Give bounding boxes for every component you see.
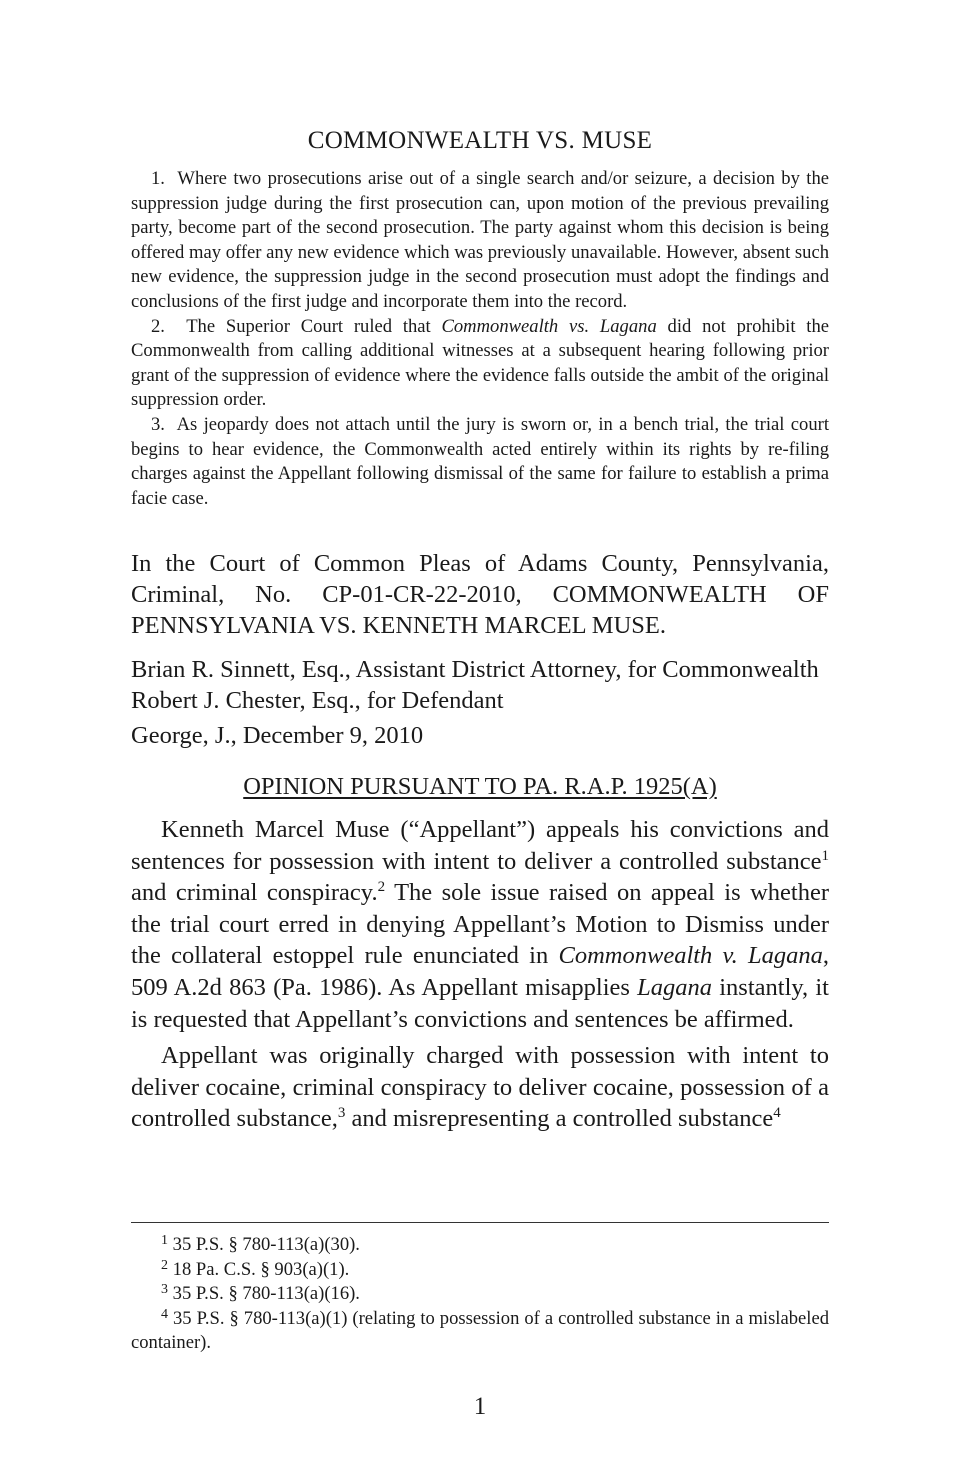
headnote-text: did not prohibit the Commonwealth from calling additional witnesses at a subsequent hearing following prior grant of the suppression of evidence where the evidence falls outside the ambit of the original suppression order. (131, 315, 829, 411)
case-citation: Commonwealth v. Lagana (558, 942, 823, 970)
footnote-4 (131, 1307, 829, 1356)
case-title: COMMONWEALTH VS. MUSE (307, 127, 653, 154)
headnote-2 (131, 315, 829, 413)
opinion-heading-text: OPINION PURSUANT TO PA. R.A.P. 1925(A) (243, 773, 717, 800)
footnote-number: 3 (161, 1282, 168, 1298)
headnote-text: As jeopardy does not attach until the jury is sworn or, in a bench trial, the trial court begins to hear evidence, the Commonwealth acted entirely within its rights by re-filing charges against the Appellant following dismissal of the same for failure to establish a prima facie case. (131, 413, 829, 509)
court-caption-text: In the Court of Common Pleas of Adams County, Pennsylvania, Criminal, No. CP-01-CR-22-2010, COMMONWEALTH OF PENNSYLVANIA VS. KENNETH MARCEL MUSE. (131, 550, 829, 639)
headnote-text: Where two prosecutions arise out of a single search and/or seizure, a decision by the suppression judge during the first prosecution can, upon motion of the previous prevailing party, become part of the second prosecution. The party against whom this decision is being offered may offer any new evidence which was previously unavailable. However, absent such new evidence, the suppression judge in the second prosecution must adopt the findings and conclusions of the first judge and incorporate them into the record. (131, 168, 829, 312)
headnote-3 (131, 413, 829, 511)
footnote-number: 2 (161, 1257, 168, 1273)
footnote-number: 4 (161, 1306, 168, 1322)
footnote-ref-4[interactable]: 4 (773, 1105, 781, 1122)
footnote-ref-1[interactable]: 1 (821, 847, 829, 864)
defense-counsel: Robert J. Chester, Esq., for Defendant (131, 686, 504, 714)
opinion-body (131, 814, 829, 1140)
headnote-1 (131, 167, 829, 315)
headnote-number: 1. (151, 168, 165, 189)
body-text: and criminal conspiracy. (131, 879, 378, 907)
headnote-number: 3. (151, 413, 165, 435)
footnote-3 (131, 1282, 829, 1307)
case-citation-short: Lagana (637, 973, 713, 1001)
footnote-text: 35 P.S. § 780-113(a)(16). (172, 1283, 360, 1305)
court-caption (131, 548, 829, 641)
body-paragraph-1 (131, 814, 829, 1035)
footnote-ref-2[interactable]: 2 (377, 879, 386, 896)
prosecution-counsel: Brian R. Sinnett, Esq., Assistant District Attorney, for Commonwealth (131, 656, 819, 683)
case-citation: Commonwealth vs. Lagana (441, 315, 657, 337)
footnote-text: 18 Pa. C.S. § 903(a)(1). (172, 1258, 350, 1280)
body-paragraph-2 (131, 1040, 829, 1135)
footnote-text: 35 P.S. § 780-113(a)(30). (172, 1234, 360, 1255)
footnote-divider (131, 1222, 829, 1223)
headnotes (131, 167, 829, 511)
footnotes (131, 1233, 829, 1356)
opinion-heading (131, 773, 829, 801)
footnote-1 (131, 1233, 829, 1258)
body-text: , 509 A.2d 863 (Pa. 1986). As Appellant misapplies (131, 942, 829, 1001)
judge-date: George, J., December 9, 2010 (131, 722, 424, 749)
page-number: 1 (473, 1393, 487, 1420)
body-text: Appellant was originally charged with possession with intent to deliver cocaine, criminal conspiracy to deliver cocaine, possession of a controlled substance, (131, 1042, 829, 1133)
headnote-text: The Superior Court ruled that (186, 315, 442, 337)
footnote-number: 1 (161, 1233, 168, 1248)
body-text: and misrepresenting a controlled substance (345, 1105, 774, 1133)
headnote-number: 2. (151, 315, 165, 337)
body-text: Kenneth Marcel Muse (“Appellant”) appeals his convictions and sentences for possession with intent to deliver a controlled substance (131, 816, 829, 875)
counsel-block (131, 655, 829, 716)
footnote-2 (131, 1258, 829, 1283)
body-text: The sole issue raised on appeal is whether the trial court erred in denying Appellant’s Motion to Dismiss under the collateral estoppel rule enunciated in (131, 879, 829, 970)
footnote-text: 35 P.S. § 780-113(a)(1) (relating to possession of a controlled substance in a mislabeled container). (131, 1307, 829, 1354)
footnote-ref-3[interactable]: 3 (337, 1105, 346, 1122)
body-text: instantly, it is requested that Appellant’s convictions and sentences be affirmed. (131, 973, 829, 1033)
